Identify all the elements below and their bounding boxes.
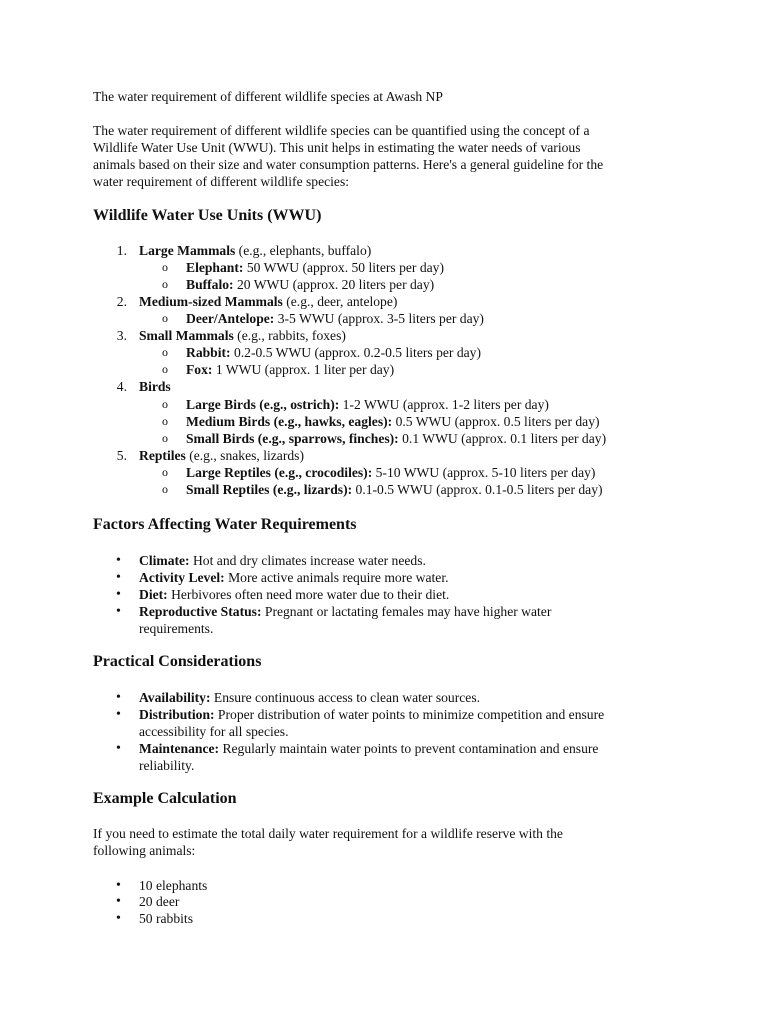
- sub-item-term: Deer/Antelope:: [186, 311, 275, 326]
- sub-list-item: [186, 361, 394, 378]
- sub-item-text: 0.1 WWU (approx. 0.1 liters per day): [398, 431, 607, 446]
- list-item: 20 deer: [139, 894, 180, 909]
- item-term: Reptiles: [139, 448, 186, 463]
- sub-list-item: [186, 259, 444, 276]
- list-item: [139, 293, 397, 310]
- item-text: Hot and dry climates increase water needs.: [189, 553, 426, 568]
- item-term: Small Mammals: [139, 328, 234, 343]
- item-text-continuation: requirements.: [139, 621, 214, 636]
- item-text-continuation: reliability.: [139, 758, 195, 773]
- section-heading-example: Example Calculation: [93, 790, 237, 807]
- item-term: Activity Level:: [139, 570, 225, 585]
- sub-bullet-marker: o: [162, 311, 168, 325]
- list-item: [139, 740, 598, 757]
- bullet-marker: •: [116, 894, 121, 909]
- item-text: (e.g., elephants, buffalo): [235, 243, 372, 258]
- item-text: (e.g., rabbits, foxes): [233, 328, 346, 343]
- section-heading-wwu: Wildlife Water Use Units (WWU): [93, 207, 322, 224]
- sub-item-text: 3-5 WWU (approx. 3-5 liters per day): [274, 311, 484, 326]
- sub-bullet-marker: o: [162, 465, 168, 479]
- bullet-marker: •: [116, 570, 121, 585]
- sub-item-term: Large Birds (e.g., ostrich):: [186, 397, 340, 412]
- sub-item-text: 0.1-0.5 WWU (approx. 0.1-0.5 liters per day): [352, 482, 603, 497]
- section-heading-factors: Factors Affecting Water Requirements: [93, 516, 357, 533]
- sub-item-text: 50 WWU (approx. 50 liters per day): [243, 260, 444, 275]
- item-text: Ensure continuous access to clean water sources.: [210, 690, 481, 705]
- list-item: 50 rabbits: [139, 911, 193, 926]
- sub-item-text: 0.5 WWU (approx. 0.5 liters per day): [392, 414, 600, 429]
- bullet-marker: •: [116, 707, 121, 722]
- list-item: [139, 569, 449, 586]
- item-term: Diet:: [139, 587, 168, 602]
- item-text: (e.g., snakes, lizards): [185, 448, 304, 463]
- sub-list-item: [186, 276, 434, 293]
- sub-bullet-marker: o: [162, 482, 168, 496]
- example-paragraph-line: If you need to estimate the total daily water requirement for a wildlife reserve with the: [93, 826, 563, 841]
- sub-item-text: 20 WWU (approx. 20 liters per day): [233, 277, 435, 292]
- sub-item-term: Rabbit:: [186, 345, 231, 360]
- sub-item-term: Fox:: [186, 362, 213, 377]
- sub-bullet-marker: o: [162, 277, 168, 291]
- sub-list-item: [186, 464, 595, 481]
- sub-list-item: [186, 481, 603, 498]
- bullet-marker: •: [116, 587, 121, 602]
- sub-item-term: Large Reptiles (e.g., crocodiles):: [186, 465, 373, 480]
- item-term: Medium-sized Mammals: [139, 294, 283, 309]
- bullet-marker: •: [116, 690, 121, 705]
- list-number: 5.: [116, 448, 127, 463]
- sub-list-item: [186, 396, 549, 413]
- item-term: Maintenance:: [139, 741, 220, 756]
- list-number: 1.: [116, 243, 127, 258]
- sub-item-term: Small Birds (e.g., sparrows, finches):: [186, 431, 399, 446]
- intro-line: Wildlife Water Use Unit (WWU). This unit helps in estimating the water needs of various: [93, 140, 581, 155]
- sub-item-text: 1 WWU (approx. 1 liter per day): [212, 362, 395, 377]
- list-item: 10 elephants: [139, 878, 208, 893]
- sub-bullet-marker: o: [162, 260, 168, 274]
- sub-bullet-marker: o: [162, 345, 168, 359]
- item-term: Reproductive Status:: [139, 604, 262, 619]
- intro-line: water requirement of different wildlife species:: [93, 174, 350, 189]
- item-text: Regularly maintain water points to prevent contamination and ensure: [219, 741, 599, 756]
- section-heading-practical: Practical Considerations: [93, 653, 262, 670]
- sub-item-term: Small Reptiles (e.g., lizards):: [186, 482, 353, 497]
- sub-item-text: 0.2-0.5 WWU (approx. 0.2-0.5 liters per day): [230, 345, 481, 360]
- list-item: [139, 689, 480, 706]
- bullet-marker: •: [116, 878, 121, 893]
- item-text: (e.g., deer, antelope): [282, 294, 398, 309]
- list-item: [139, 552, 426, 569]
- document-title: The water requirement of different wildlife species at Awash NP: [93, 89, 443, 104]
- item-term: Availability:: [139, 690, 211, 705]
- sub-list-item: [186, 413, 600, 430]
- list-item: [139, 603, 551, 620]
- item-text: Proper distribution of water points to minimize competition and ensure: [214, 707, 605, 722]
- sub-list-item: [186, 310, 484, 327]
- sub-item-term: Buffalo:: [186, 277, 234, 292]
- list-item: [139, 327, 346, 344]
- item-term: Climate:: [139, 553, 190, 568]
- list-number: 3.: [116, 328, 127, 343]
- item-text: Pregnant or lactating females may have higher water: [261, 604, 552, 619]
- sub-item-text: 1-2 WWU (approx. 1-2 liters per day): [339, 397, 549, 412]
- sub-item-term: Elephant:: [186, 260, 244, 275]
- example-paragraph-line: following animals:: [93, 843, 196, 858]
- item-text: Herbivores often need more water due to their diet.: [167, 587, 450, 602]
- bullet-marker: •: [116, 911, 121, 926]
- item-text: More active animals require more water.: [224, 570, 449, 585]
- list-number: 2.: [116, 294, 127, 309]
- list-item: [139, 706, 604, 723]
- list-number: 4.: [116, 379, 127, 394]
- sub-bullet-marker: o: [162, 397, 168, 411]
- sub-bullet-marker: o: [162, 362, 168, 376]
- list-item: [139, 447, 304, 464]
- intro-line: The water requirement of different wildlife species can be quantified using the concept of a: [93, 123, 590, 138]
- list-item: [139, 378, 171, 395]
- bullet-marker: •: [116, 553, 121, 568]
- bullet-marker: •: [116, 741, 121, 756]
- sub-list-item: [186, 344, 481, 361]
- item-term: Large Mammals: [139, 243, 236, 258]
- item-term: Birds: [139, 379, 171, 394]
- item-term: Distribution:: [139, 707, 215, 722]
- sub-item-text: 5-10 WWU (approx. 5-10 liters per day): [372, 465, 596, 480]
- sub-item-term: Medium Birds (e.g., hawks, eagles):: [186, 414, 393, 429]
- sub-bullet-marker: o: [162, 414, 168, 428]
- list-item: [139, 586, 449, 603]
- sub-list-item: [186, 430, 606, 447]
- list-item: [139, 242, 371, 259]
- intro-line: animals based on their size and water consumption patterns. Here's a general guideline for the: [93, 157, 604, 172]
- bullet-marker: •: [116, 604, 121, 619]
- sub-bullet-marker: o: [162, 431, 168, 445]
- item-text-continuation: accessibility for all species.: [139, 724, 289, 739]
